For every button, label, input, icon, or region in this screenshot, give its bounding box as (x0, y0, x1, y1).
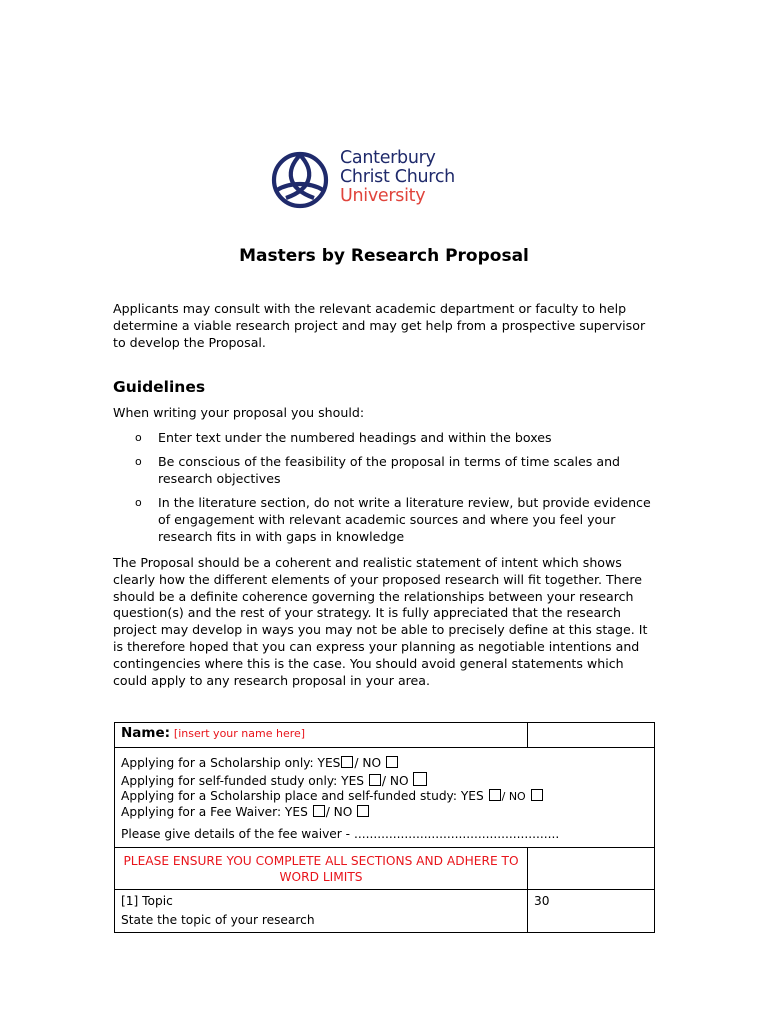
self-funded-line (121, 772, 648, 790)
scholarship-self-funded-label: Applying for a Scholarship place and self-funded study: YES (121, 789, 484, 804)
no-label: / NO (381, 773, 409, 788)
list-item-text: In the literature section, do not write a literature review, but provide evidence of engagement with relevant academic sources and where you feel your research fits in with gaps in knowledge (158, 495, 651, 544)
self-funded-no-checkbox[interactable] (413, 772, 427, 786)
trinity-knot-icon (268, 146, 332, 210)
table-row (115, 748, 655, 848)
bullet-marker: o (135, 431, 142, 444)
topic-cell[interactable] (115, 889, 528, 932)
intro-paragraph: Applicants may consult with the relevant academic department or faculty to help determine a viable research project and may get help from a prospective supervisor to develop the Proposal. (113, 301, 646, 350)
self-funded-label: Applying for self-funded study only: YES (121, 773, 365, 788)
topic-description: State the topic of your research (121, 912, 315, 927)
fee-waiver-yes-checkbox[interactable] (313, 805, 325, 817)
no-label: / NO (354, 756, 382, 770)
name-cell[interactable] (115, 723, 528, 748)
logo-line-1: Canterbury (340, 148, 436, 168)
fee-waiver-details[interactable]: Please give details of the fee waiver - ..................................................... (121, 827, 560, 842)
logo-wordmark (340, 149, 455, 206)
fee-waiver-line (121, 805, 648, 821)
proposal-description: The Proposal should be a coherent and realistic statement of intent which shows clearly how the different elements of your proposed research will fit together. There should be a definite coherence governing the relationships between your research question(s) and the rest of your strategy. It is fully appreciated that the research project may develop in ways you may not be able to precisely define at this stage. It is therefore hoped that you can express your planning as negotiable intentions and contingencies where this is the case. You should avoid general statements which could apply to any research proposal in your area. (113, 555, 648, 688)
no-label: / NO (325, 804, 353, 819)
list-item-text: Be conscious of the feasibility of the proposal in terms of time scales and research objectives (158, 454, 621, 487)
guidelines-heading: Guidelines (113, 378, 206, 396)
scholarship-self-funded-yes-checkbox[interactable] (489, 789, 501, 801)
scholarship-only-no-checkbox[interactable] (386, 756, 398, 768)
self-funded-yes-checkbox[interactable] (369, 774, 381, 786)
page-title: Masters by Research Proposal (239, 246, 529, 266)
name-placeholder[interactable]: [insert your name here] (173, 727, 306, 740)
scholarship-only-line (121, 756, 648, 772)
bullet-marker: o (135, 496, 142, 510)
topic-heading: [1] Topic (121, 893, 173, 908)
table-row (115, 847, 655, 889)
name-side-cell[interactable] (528, 723, 655, 748)
list-item (113, 430, 658, 447)
scholarship-self-funded-no-checkbox[interactable] (531, 789, 543, 801)
guidelines-lead: When writing your proposal you should: (113, 405, 365, 420)
scholarship-self-funded-line (121, 789, 648, 805)
bullet-marker: o (135, 455, 142, 469)
university-logo (262, 140, 474, 216)
list-item (113, 495, 658, 545)
logo-line-2: Christ Church (340, 167, 455, 187)
table-row (115, 889, 655, 932)
warning-side-cell (528, 847, 655, 889)
fee-waiver-label: Applying for a Fee Waiver: YES (121, 804, 308, 819)
completion-warning: PLEASE ENSURE YOU COMPLETE ALL SECTIONS AND ADHERE TO WORD LIMITS (115, 847, 528, 889)
no-label: / NO (501, 790, 526, 804)
guidelines-list (113, 430, 658, 553)
fee-waiver-no-checkbox[interactable] (357, 805, 369, 817)
list-item (113, 454, 658, 488)
application-type-cell (115, 748, 655, 848)
scholarship-only-label: Applying for a Scholarship only: YES (121, 756, 341, 770)
scholarship-only-yes-checkbox[interactable] (341, 756, 353, 768)
table-row (115, 723, 655, 748)
name-label: Name: (121, 725, 171, 741)
logo-line-3: University (340, 186, 426, 206)
proposal-form-table (114, 722, 655, 933)
list-item-text: Enter text under the numbered headings and within the boxes (158, 430, 552, 445)
topic-word-limit: 30 (528, 889, 655, 932)
